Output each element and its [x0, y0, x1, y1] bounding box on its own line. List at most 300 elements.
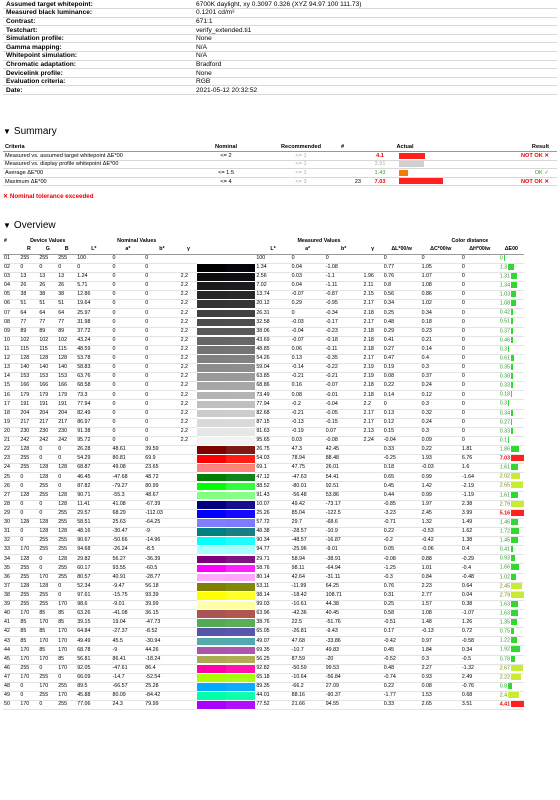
measured-swatch — [226, 354, 255, 363]
overview-cell: 49.49 — [76, 637, 111, 646]
overview-cell: 0 — [461, 291, 499, 300]
measured-swatch — [226, 382, 255, 391]
nominal-swatch — [197, 609, 226, 618]
column-header-swatch — [226, 246, 255, 254]
overview-cell: -0.21 — [291, 409, 325, 418]
overview-cell: 0.4 — [461, 546, 499, 555]
overview-cell: 0 — [112, 364, 145, 373]
overview-cell: -0.21 — [325, 373, 363, 382]
overview-cell: 54.29 — [76, 455, 111, 464]
overview-cell: 0 — [461, 318, 499, 327]
overview-cell: 54.41 — [325, 473, 363, 482]
overview-row — [3, 582, 557, 591]
overview-cell: 2.2 — [180, 282, 198, 291]
overview-cell — [180, 682, 198, 691]
overview-cell: 0 — [19, 482, 38, 491]
overview-cell: 77 — [38, 318, 57, 327]
delta-e-value: 0.3 — [499, 346, 508, 353]
delta-e-bar — [508, 683, 512, 689]
summary-nominal — [189, 160, 263, 169]
info-label: Date: — [3, 86, 193, 95]
overview-cell: -0.52 — [383, 655, 421, 664]
overview-cell: 51 — [38, 300, 57, 309]
overview-cell: 91.63 — [255, 427, 290, 436]
overview-cell: -36.39 — [144, 555, 179, 564]
info-label: Testchart: — [3, 26, 193, 35]
overview-cell: -0.5 — [461, 655, 499, 664]
overview-cell: 2.2 — [180, 272, 198, 281]
nominal-swatch — [197, 272, 226, 281]
nominal-swatch — [197, 509, 226, 518]
overview-cell: 0 — [461, 309, 499, 318]
delta-e-cell — [499, 637, 524, 646]
summary-heading[interactable] — [3, 126, 57, 137]
overview-cell: -1.19 — [461, 491, 499, 500]
overview-cell: -48.57 — [291, 537, 325, 546]
nominal-swatch — [197, 391, 226, 400]
overview-row — [3, 564, 557, 573]
overview-cell: -2.19 — [461, 482, 499, 491]
overview-cell: 255 — [57, 701, 76, 710]
summary-table — [3, 143, 557, 186]
overview-cell: 0 — [144, 272, 179, 281]
overview-cell: 0.38 — [461, 600, 499, 609]
overview-cell: 21.66 — [291, 701, 325, 710]
measured-swatch — [226, 318, 255, 327]
overview-cell: 0.99 — [421, 491, 461, 500]
nominal-swatch — [197, 373, 226, 382]
overview-cell: 128 — [57, 555, 76, 564]
overview-cell: -16.87 — [325, 537, 363, 546]
overview-cell: 80.81 — [112, 455, 145, 464]
overview-row — [3, 382, 557, 391]
overview-cell: 26.28 — [76, 446, 111, 455]
overview-cell: 1.01 — [421, 564, 461, 573]
overview-cell: 0.24 — [421, 418, 461, 427]
overview-cell: 0 — [461, 382, 499, 391]
nominal-swatch — [197, 409, 226, 418]
overview-row — [3, 646, 557, 655]
delta-e-value: 2.45 — [499, 583, 511, 590]
summary-header-num: # — [339, 143, 363, 152]
overview-cell: 49.07 — [255, 637, 290, 646]
overview-cell: 2.18 — [363, 382, 383, 391]
measured-swatch — [226, 473, 255, 482]
overview-cell: -0.03 — [291, 318, 325, 327]
column-header-swatch — [197, 246, 226, 254]
measured-swatch — [226, 400, 255, 409]
delta-e-cell — [499, 345, 524, 354]
overview-cell: 102 — [38, 336, 57, 345]
column-header: B — [57, 246, 76, 254]
overview-cell: 1.42 — [421, 482, 461, 491]
info-label: Measured black luminance: — [3, 9, 193, 18]
overview-cell: 1.62 — [461, 527, 499, 536]
overview-cell: 56.25 — [255, 655, 290, 664]
measured-swatch — [226, 309, 255, 318]
overview-cell: 41.08 — [112, 500, 145, 509]
overview-cell: 47.12 — [255, 473, 290, 482]
overview-cell: 0.04 — [461, 591, 499, 600]
overview-cell: 10.07 — [255, 500, 290, 509]
measured-swatch — [226, 427, 255, 436]
delta-e-cell — [499, 373, 524, 382]
overview-cell: 204 — [38, 409, 57, 418]
tolerance-warning: ✕ Nominal tolerance exceeded — [3, 193, 94, 200]
overview-cell: 2.2 — [180, 291, 198, 300]
overview-cell: 3.51 — [461, 701, 499, 710]
nominal-swatch — [197, 564, 226, 573]
overview-cell: 166 — [19, 382, 38, 391]
delta-e-cell — [499, 391, 524, 400]
nominal-swatch — [197, 537, 226, 546]
overview-cell: 128 — [19, 582, 38, 591]
overview-cell: 92.82 — [255, 664, 290, 673]
overview-cell: 0.21 — [421, 336, 461, 345]
overview-heading[interactable] — [3, 220, 56, 231]
delta-e-value: 2.67 — [499, 665, 511, 672]
overview-cell: -9.01 — [325, 546, 363, 555]
overview-cell: 13.74 — [255, 291, 290, 300]
overview-cell: 0 — [19, 263, 38, 272]
overview-cell: 2.2 — [180, 327, 198, 336]
overview-cell: 0 — [461, 409, 499, 418]
overview-cell: 0 — [383, 254, 421, 263]
overview-cell: 45.88 — [76, 691, 111, 700]
summary-title: Summary — [13, 126, 57, 137]
overview-cell: 100 — [76, 254, 111, 263]
delta-e-value: 4.41 — [499, 701, 511, 708]
info-row — [3, 9, 557, 18]
delta-e-value: 0 — [499, 255, 503, 262]
measured-swatch — [226, 537, 255, 546]
overview-cell: 0 — [144, 391, 179, 400]
nominal-swatch — [197, 327, 226, 336]
delta-e-bar — [511, 546, 513, 552]
overview-cell: 88.52 — [255, 482, 290, 491]
overview-cell — [363, 682, 383, 691]
info-value: 0.1201 cd/m² — [193, 9, 557, 18]
overview-cell: 05 — [3, 291, 19, 300]
overview-cell: 11 — [3, 345, 19, 354]
overview-cell — [180, 518, 198, 527]
overview-cell: 2.17 — [363, 354, 383, 363]
delta-e-value: 0.34 — [499, 409, 511, 416]
nominal-swatch — [197, 701, 226, 710]
overview-cell: 2.38 — [461, 500, 499, 509]
overview-cell — [363, 637, 383, 646]
nominal-swatch — [197, 418, 226, 427]
overview-cell — [363, 655, 383, 664]
overview-cell: 29.7 — [291, 518, 325, 527]
overview-cell: 0 — [76, 263, 111, 272]
info-row — [3, 86, 557, 95]
measured-swatch — [226, 546, 255, 555]
overview-cell: 0 — [461, 364, 499, 373]
nominal-swatch — [197, 637, 226, 646]
overview-cell: -0.2 — [291, 400, 325, 409]
delta-e-bar — [511, 656, 515, 662]
overview-cell: 0 — [461, 418, 499, 427]
overview-cell: 0 — [144, 382, 179, 391]
overview-cell: 77.94 — [76, 400, 111, 409]
overview-cell — [180, 619, 198, 628]
overview-cell: 102 — [57, 336, 76, 345]
measured-swatch — [226, 491, 255, 500]
delta-e-value: 0.78 — [499, 655, 511, 662]
overview-cell: 255 — [38, 591, 57, 600]
delta-e-bar — [511, 646, 520, 652]
overview-cell: 49.42 — [291, 500, 325, 509]
overview-cell: 0 — [461, 272, 499, 281]
overview-row — [3, 436, 557, 445]
overview-cell: 91.38 — [76, 427, 111, 436]
overview-cell: 47.3 — [291, 446, 325, 455]
overview-cell: -0.08 — [383, 555, 421, 564]
overview-cell: 0.76 — [383, 582, 421, 591]
overview-cell — [180, 537, 198, 546]
measured-swatch — [226, 291, 255, 300]
overview-row — [3, 455, 557, 464]
overview-cell: -50.66 — [112, 537, 145, 546]
delta-e-cell — [499, 427, 524, 436]
summary-criteria: Average ΔE*00 — [3, 169, 189, 178]
overview-cell: 0 — [144, 263, 179, 272]
overview-table — [3, 238, 557, 710]
overview-cell: -0.15 — [325, 418, 363, 427]
overview-cell: -28.77 — [144, 573, 179, 582]
overview-cell: 1.6 — [461, 464, 499, 473]
delta-e-cell — [499, 628, 524, 637]
overview-cell: 23.65 — [144, 464, 179, 473]
overview-cell: 38 — [38, 291, 57, 300]
overview-cell: 0 — [38, 455, 57, 464]
measured-swatch — [226, 327, 255, 336]
overview-row — [3, 427, 557, 436]
overview-cell — [363, 600, 383, 609]
overview-cell: -47.68 — [112, 473, 145, 482]
delta-e-cell — [499, 382, 524, 391]
overview-cell — [363, 573, 383, 582]
overview-cell: 0 — [461, 345, 499, 354]
measured-swatch — [226, 509, 255, 518]
overview-cell: 87.15 — [255, 418, 290, 427]
overview-cell: -0.03 — [421, 464, 461, 473]
summary-row — [3, 152, 557, 161]
column-header: ΔL*00/w — [383, 246, 421, 254]
overview-cell: 217 — [38, 418, 57, 427]
overview-cell — [363, 664, 383, 673]
nominal-swatch — [197, 464, 226, 473]
delta-e-cell — [499, 646, 524, 655]
overview-cell: 25.63 — [112, 518, 145, 527]
summary-nominal: <= 4 — [189, 177, 263, 186]
overview-cell: 22.5 — [291, 619, 325, 628]
delta-e-cell — [499, 455, 524, 464]
overview-cell: 12 — [3, 354, 19, 363]
overview-cell: 153 — [57, 373, 76, 382]
overview-cell: 128 — [38, 464, 57, 473]
overview-cell: 255 — [38, 691, 57, 700]
overview-cell: -68.6 — [325, 518, 363, 527]
overview-cell: 54.03 — [255, 455, 290, 464]
overview-cell: 179 — [38, 391, 57, 400]
summary-actual: 4.1 — [363, 152, 397, 161]
overview-cell: 20.12 — [255, 300, 290, 309]
overview-row — [3, 628, 557, 637]
overview-row — [3, 518, 557, 527]
info-value: None — [193, 69, 557, 78]
overview-row — [3, 619, 557, 628]
delta-e-bar — [511, 473, 520, 479]
delta-e-bar — [511, 382, 513, 388]
delta-e-cell — [499, 291, 524, 300]
overview-cell: 1.38 — [461, 537, 499, 546]
measured-swatch — [226, 336, 255, 345]
overview-row — [3, 701, 557, 710]
overview-cell: 31.98 — [76, 318, 111, 327]
overview-cell: -0.04 — [383, 436, 421, 445]
overview-cell: 48.38 — [255, 527, 290, 536]
overview-cell: 170 — [57, 637, 76, 646]
column-header: ΔE00 — [499, 246, 524, 254]
overview-cell — [180, 582, 198, 591]
overview-cell: -14.96 — [144, 537, 179, 546]
column-header: γ — [180, 246, 198, 254]
overview-cell: 51 — [57, 300, 76, 309]
summary-num: 23 — [339, 177, 363, 186]
overview-cell: 128 — [57, 464, 76, 473]
nominal-swatch — [197, 500, 226, 509]
overview-cell: 92.51 — [325, 482, 363, 491]
overview-cell — [363, 464, 383, 473]
summary-result: OK ✓ — [447, 169, 557, 178]
overview-cell: 170 — [19, 701, 38, 710]
info-value: N/A — [193, 52, 557, 61]
delta-e-cell — [499, 272, 524, 281]
overview-cell: -0.74 — [383, 673, 421, 682]
measured-swatch — [226, 518, 255, 527]
overview-cell: -41.08 — [112, 609, 145, 618]
nominal-swatch — [197, 436, 226, 445]
overview-cell: 64 — [38, 309, 57, 318]
overview-cell — [363, 609, 383, 618]
overview-cell: 1.57 — [421, 600, 461, 609]
overview-cell: 0.65 — [383, 473, 421, 482]
delta-e-value: 0.27 — [499, 419, 511, 426]
delta-e-bar — [511, 428, 513, 434]
delta-e-value: 0.33 — [499, 428, 511, 435]
measured-swatch — [226, 527, 255, 536]
overview-cell: -66.2 — [291, 682, 325, 691]
overview-cell: 34 — [3, 555, 19, 564]
summary-num — [339, 152, 363, 161]
overview-cell: 69.1 — [255, 464, 290, 473]
overview-cell — [363, 555, 383, 564]
overview-cell: 128 — [38, 354, 57, 363]
overview-row — [3, 327, 557, 336]
overview-cell: 0.25 — [383, 600, 421, 609]
overview-cell: 64.84 — [76, 628, 111, 637]
info-row — [3, 77, 557, 86]
overview-cell: 44 — [3, 646, 19, 655]
overview-cell: 0 — [144, 364, 179, 373]
delta-e-cell — [499, 464, 524, 473]
overview-cell: 66.09 — [76, 673, 111, 682]
delta-e-bar — [511, 455, 524, 461]
overview-cell: 1.02 — [421, 300, 461, 309]
overview-cell: -8.5 — [144, 546, 179, 555]
overview-cell: 255 — [38, 673, 57, 682]
overview-cell: -10.64 — [291, 673, 325, 682]
overview-cell: -0.48 — [461, 573, 499, 582]
overview-cell: 0.99 — [421, 473, 461, 482]
overview-cell: 0.18 — [421, 318, 461, 327]
delta-e-value: 0.35 — [499, 364, 511, 371]
measured-swatch — [226, 628, 255, 637]
delta-e-value: 5.16 — [499, 510, 511, 517]
overview-cell: 108.71 — [325, 591, 363, 600]
collapse-triangle-icon[interactable]: ▼ — [3, 221, 11, 230]
measured-swatch — [226, 263, 255, 272]
overview-row — [3, 600, 557, 609]
overview-cell: -1.11 — [325, 282, 363, 291]
overview-cell: 0.48 — [383, 318, 421, 327]
overview-cell: 255 — [19, 591, 38, 600]
nominal-swatch — [197, 518, 226, 527]
overview-cell: -0.13 — [421, 628, 461, 637]
delta-e-value: 2.79 — [499, 501, 511, 508]
collapse-triangle-icon[interactable]: ▼ — [3, 127, 11, 136]
delta-e-value: 0.18 — [499, 391, 511, 398]
overview-cell: 128 — [38, 527, 57, 536]
overview-cell: 44.38 — [325, 600, 363, 609]
overview-cell: -0.14 — [291, 364, 325, 373]
overview-cell: -0.51 — [383, 619, 421, 628]
overview-cell: 230 — [57, 427, 76, 436]
overview-cell: 2.24 — [363, 436, 383, 445]
overview-cell: 32.58 — [255, 318, 290, 327]
overview-cell: 45.5 — [112, 637, 145, 646]
delta-e-bar — [508, 346, 509, 352]
overview-cell: 58.76 — [255, 564, 290, 573]
group-measured-values: Measured Values — [297, 238, 341, 245]
overview-cell: 2.27 — [421, 664, 461, 673]
overview-cell: 0.18 — [383, 464, 421, 473]
overview-cell: 0 — [38, 664, 57, 673]
overview-cell: 39.99 — [144, 600, 179, 609]
overview-cell: 230 — [19, 427, 38, 436]
overview-cell: 0 — [38, 509, 57, 518]
overview-cell: 0.12 — [421, 391, 461, 400]
measured-swatch — [226, 691, 255, 700]
overview-cell: -0.07 — [291, 336, 325, 345]
measured-swatch — [226, 436, 255, 445]
summary-row — [3, 177, 557, 186]
overview-cell: 217 — [19, 418, 38, 427]
overview-cell: 0.15 — [383, 427, 421, 436]
overview-row — [3, 409, 557, 418]
overview-cell: 89.5 — [76, 682, 111, 691]
overview-cell: 0 — [144, 327, 179, 336]
overview-cell: 255 — [19, 564, 38, 573]
overview-cell: 42.64 — [291, 573, 325, 582]
delta-e-value: 1.34 — [499, 282, 511, 289]
overview-cell: 0 — [112, 400, 145, 409]
overview-cell: -90.37 — [325, 691, 363, 700]
overview-cell: 43.24 — [76, 336, 111, 345]
overview-cell: 128 — [57, 491, 76, 500]
